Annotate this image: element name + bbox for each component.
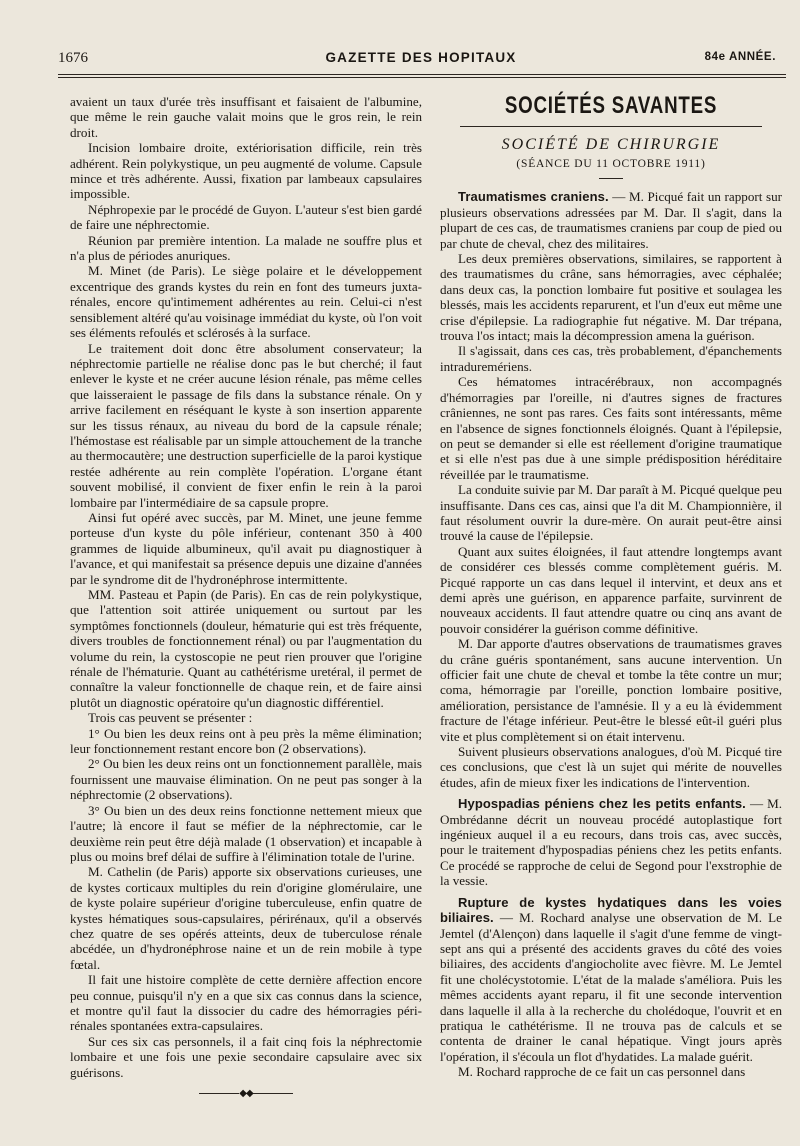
article-paragraph [440,796,782,888]
right-paragraph: Ces hématomes intracérébraux, non accompagnés d'hémorragies par l'oreille, ni d'autres signes de fractures crâniennes, ne sont pas rares. Ces faits sont intéressants, même en l'absence de signes fonctionnels éloignés. Quant à l'épilepsie, on peut se demander si elle est réellement d'origine traumatique et si elle n'est pas due à une simple prédisposition héréditaire réveillée par le traumatisme. [440,374,782,482]
journal-year: 84e ANNÉE. [704,51,776,63]
journal-title: GAZETTE DES HOPITAUX [325,50,517,65]
left-paragraph: Incision lombaire droite, extériorisation difficile, rein très adhérent. Rein polykystique, un peu augmenté de volume. Capsule mince et très adhérente. Aussi, fixation par lambeaux capsulaires impossible. [70,140,422,202]
left-paragraph: avaient un taux d'urée très insuffisant et faisaient de l'albumine, que même le rein gauche valait moins que le gros rein, le rein droit. [70,94,422,140]
article-body: — M. Ombrédanne décrit un nouveau procédé autoplastique fort ingénieux auquel il a eu recours, dans trois cas, avec succès, pour le traitement d'hypospadias péniens chez les petits enfants. Ce procédé se rapproche de celui de Segond pour l'exstrophie de la vessie. [440,796,783,889]
left-paragraph: Trois cas peuvent se présenter : [88,710,253,726]
left-column [70,94,422,1101]
left-paragraph: MM. Pasteau et Papin (de Paris). En cas de rein polykystique, que l'attention soit attirée uniquement ou surtout par les symptômes fonctionnels (douleur, hématurie qui est très fréquente, divers troubles de fonctionnement rénal) ou par l'augmentation du volume du rein, la cystoscopie ne peut rien prouver que l'origine rénale de l'hématurie. Quant au cathétérisme uretéral, il permet de connaître la valeur fonctionnelle de chaque rein, et de faire ainsi plutôt un diagnostic opératoire qu'un diagnostic différentiel. [70,587,422,710]
right-paragraph: Quant aux suites éloignées, il faut attendre longtemps avant de considérer ces blessés comme complètement guéris. M. Picqué rapporte un cas dans lequel il intervint, et deux ans et demi après une guérison, en apparence parfaite, survinrent de nouveaux accidents. Il faut attendre quatre ou cinq ans avant de pouvoir considérer la guérison comme définitive. [440,543,782,636]
article-heading: Hypospadias péniens chez les petits enfants. [458,796,746,812]
article-paragraph [440,895,782,1064]
article-paragraph [440,189,782,251]
short-rule [599,178,623,179]
right-paragraph: Les deux premières observations, similaires, se rapportent à des traumatismes du crâne, sans hémorragies, avec céphalée; dans deux cas, la ponction lombaire fut positive et soulagea les blessés, mais les accidents reparurent, et l'un d'eux eut même une crise d'épilepsie. La radiographie fut négative. M. Dar trépana, trouva l'os intact; mais la décompression amena la guérison. [440,251,782,344]
article-heading: Traumatismes craniens. [458,189,609,205]
left-paragraph: Réunion par première intention. La malade ne souffre plus et n'a plus de périodes anuriques. [70,232,422,264]
society-name: SOCIÉTÉ DE CHIRURGIE [501,136,721,153]
section-title: SOCIÉTÉS SAVANTES [504,92,718,119]
right-paragraph: M. Rochard rapproche de ce fait un cas personnel dans [458,1064,746,1080]
right-paragraph: M. Dar apporte d'autres observations de traumatismes graves du crâne guéris spontanément, sans aucune intervention. Un officier fait une chute de cheval et tombe la tête contre un mur; coma, hémorragie par l'oreille, ponction lombaire positive, amélioration, persistance de l'amnésie. Il y a eu là évidemment fracture de l'étage inférieur. Peut-être le blessé eût-il guéri plus vite et plus complètement si on était intervenu. [440,636,782,744]
left-paragraph: 1° Ou bien les deux reins ont à peu près la même élimination; leur fonctionnement restant encore bon (2 observations). [70,725,422,757]
left-paragraph: Il fait une histoire complète de cette dernière affection encore peu connue, puisqu'il n'y en a que six cas connus dans la science, et montre qu'il faut la dissocier du cadre des hémorragies péri-rénales spontanées extra-capsulaires. [70,972,422,1034]
end-ornament: ◆◆ [70,1086,422,1101]
section-rule [460,126,762,127]
page-number: 1676 [58,50,88,66]
left-paragraph: Sur ces six cas personnels, il a fait cinq fois la néphrectomie lombaire et une fois une pexie secondaire capsulaire avec six guérisons. [70,1033,422,1080]
article-body: — M. Picqué fait un rapport sur plusieurs observations adressées par M. Dar. Il s'agit, dans la plupart de ces cas, de traumatismes craniens par coup de pied ou par chute de cheval, chez des militaires. [440,189,782,251]
header-rule-bottom [58,77,786,78]
header-rule-top [58,74,786,75]
left-paragraph: Le traitement doit donc être absolument conservateur; la néphrectomie partielle ne réalise donc pas le but cherché; il faut enlever le kyste et ne créer aucune lésion rénale, pas même celles que laisseraient le passage de fils dans la substance rénale. On y arrive facilement en réséquant le kyste à son insertion apparente sur les tissus rénaux, au niveau du bord de la capsule rénale; l'hémostase est réalisable par un simple attouchement de la tranche au thermocautère; une destruction superficielle de la paroi kystique restée adhérente au rein complète l'opération. L'organe étant souvent mobilisé, il convient de fixer enfin le rein à la paroi lombaire par l'intermédiaire de sa capsule propre. [70,340,422,510]
left-paragraph: 3° Ou bien un des deux reins fonctionne nettement mieux que l'autre; là encore il faut se méfier de la néphrectomie, car le deuxième rein peut être déjà malade (1 observation) et incapable à plus ou moins bref délai de suffire à l'élimination totale de l'urine. [70,802,422,864]
left-paragraph: Néphropexie par le procédé de Guyon. L'auteur s'est bien gardé de faire une néphrectomie. [70,201,422,233]
right-paragraph: Suivent plusieurs observations analogues, d'où M. Picqué tire ces conclusions, que c'est là un sujet qui mérite de nouvelles études, afin de mieux fixer les indications de l'intervention. [440,744,782,790]
left-paragraph: M. Minet (de Paris). Le siège polaire et le développement excentrique des grands kystes du rein en font des tumeurs juxta-rénales, encore qu'intimement adhérentes au rein. Celui-ci n'est sensiblement altéré qu'au voisinage immédiat du kyste, où l'on voit ses éléments refoulés et sclérosés à la surface. [70,263,422,341]
right-paragraph: Il s'agissait, dans ces cas, très probablement, d'épanchements intraduremériens. [440,343,782,374]
article-heading: Rupture de kystes hydatiques dans les voies biliaires. [440,894,782,926]
left-paragraph: M. Cathelin (de Paris) apporte six observations curieuses, une de kystes corticaux multiples du rein d'origine glomérulaire, une de kyste polaire supérieur d'origine tuberculeuse, enfin quatre de kystes hématiques sous-capsulaires, périrénaux, qu'il a observés chez quatre de ses opérés atteints, deux de tuberculose rénale abcédée, un d'hydronéphrose naine et un de rein mobile à type fœtal. [70,864,422,972]
right-paragraph: La conduite suivie par M. Dar paraît à M. Picqué quelque peu insuffisante. Dans ces cas, ainsi que l'a dit M. Championnière, il faut résolument ouvrir la dure-mère. On aurait peut-être ainsi trouvé la cause de l'épilepsie. [440,482,782,544]
seance-date: (SÉANCE DU 11 OCTOBRE 1911) [516,158,706,170]
left-paragraph: 2° Ou bien les deux reins ont un fonctionnement parallèle, mais fournissent une mauvaise élimination. On ne peut pas songer à la néphrectomie (2 observations). [70,756,422,803]
article-body: — M. Rochard analyse une observation de M. Le Jemtel (d'Alençon) dans laquelle il s'agit d'une femme de vingt-sept ans qui a présenté des accidents graves du côté des voies biliaires, des accidents d'angiocholite avec fièvre. M. Le Jemtel fit une cholécystotomie. L'état de la malade s'améliora. Puis les mêmes accidents ayant reparu, il fit une seconde intervention dans laquelle il alla à la recherche du cholédoque, l'ouvrit et en pratiqua le cathétérisme. Il ne trouva pas de calculs et se contenta de drainer le canal hépatique. Vingt jours après l'opération, il s'écoula un flot d'hydatides. La malade guérit. [440,910,782,1064]
page-header [58,50,784,72]
right-column [440,92,782,1080]
left-paragraph: Ainsi fut opéré avec succès, par M. Minet, une jeune femme porteuse d'un kyste du pôle inférieur, contenant 350 à 400 grammes de liquide albumineux, qu'il avait pu diagnostiquer à l'avance, et qui manifestait sa présence depuis une dizaine d'années par le syndrome dit de l'hydronéphrose intermittente. [70,509,422,587]
